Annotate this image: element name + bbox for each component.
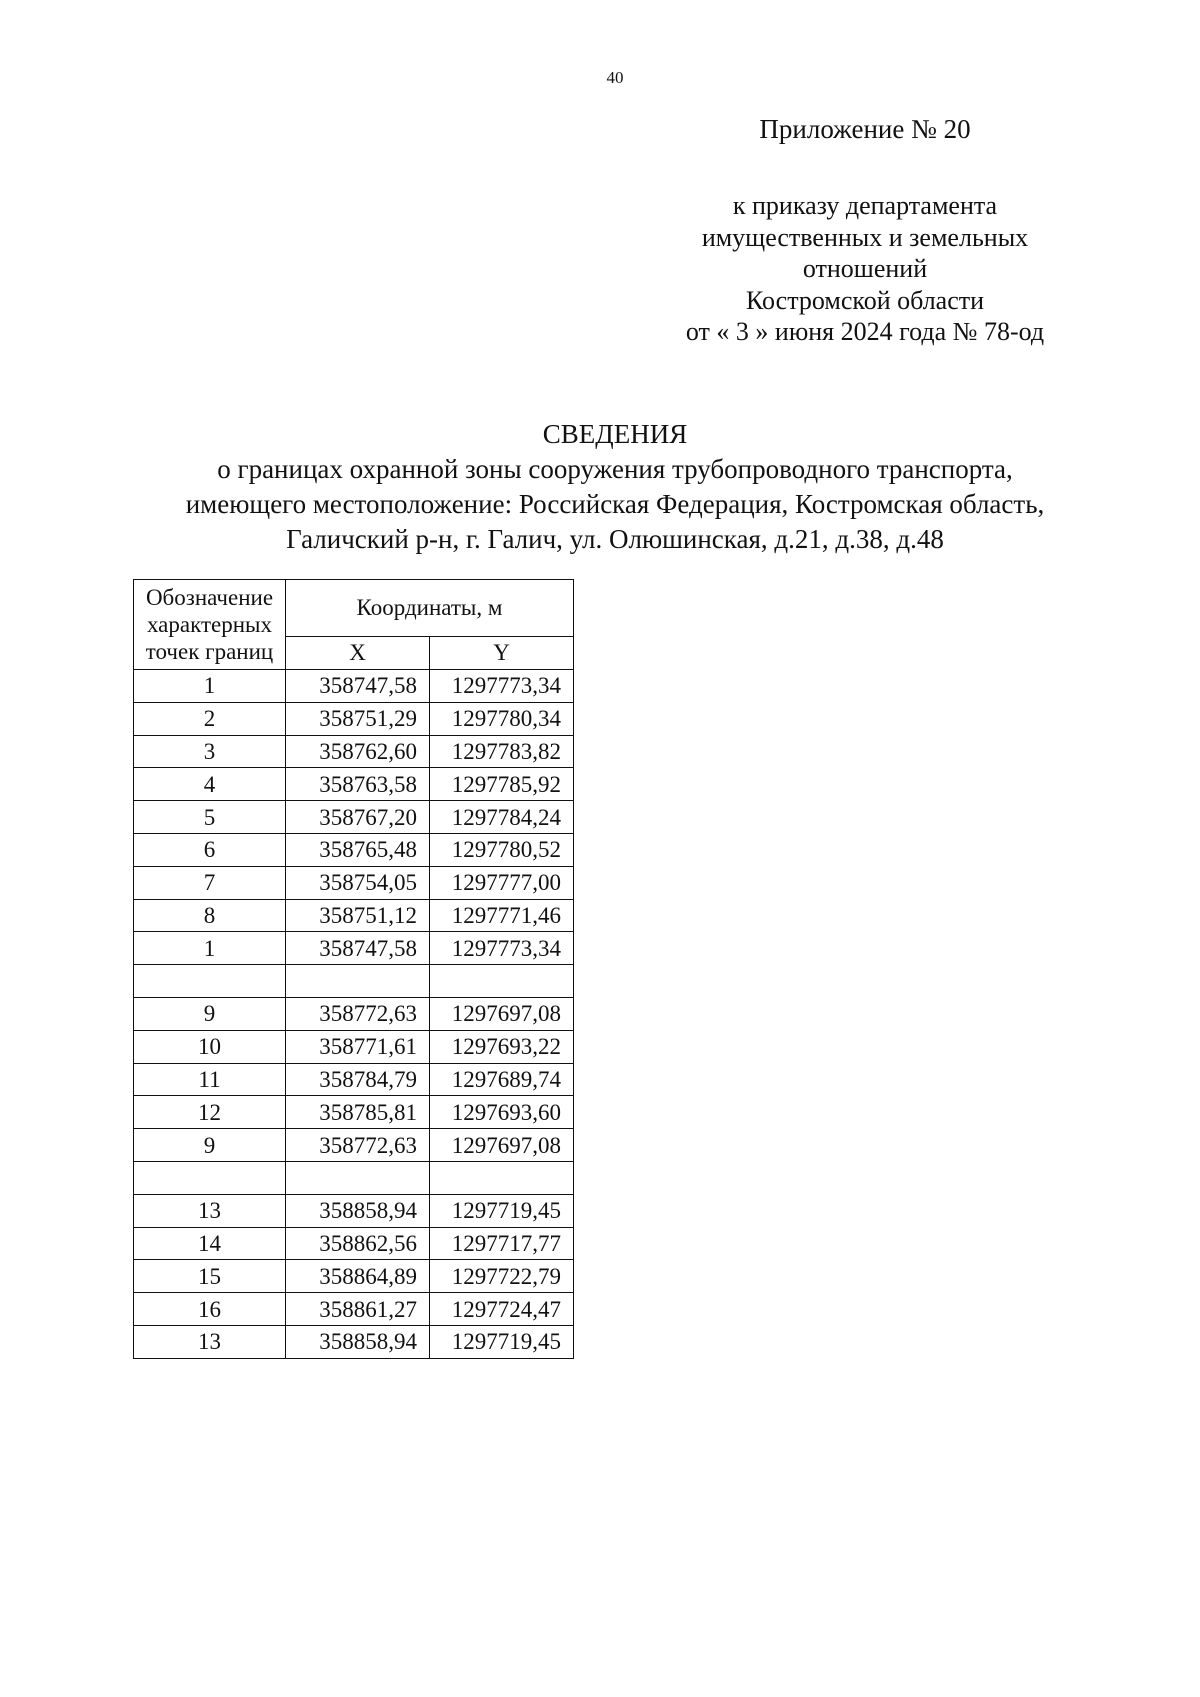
table-row (134, 735, 574, 768)
point-cell: 3 (134, 735, 286, 768)
order-line: к приказу департамента (732, 191, 998, 220)
x-coordinate-cell: 358784,79 (286, 1063, 430, 1096)
x-coordinate-cell: 358858,94 (286, 1194, 430, 1227)
coordinates-column-header: Координаты, м (286, 580, 574, 637)
point-cell: 8 (134, 899, 286, 932)
x-coordinate-cell: 358762,60 (286, 735, 430, 768)
x-coordinate-cell: 358864,89 (286, 1260, 430, 1293)
point-cell: 12 (134, 1096, 286, 1129)
point-header-line: точек границ (145, 639, 274, 664)
document-subtitle-line: имеющего местоположение: Российская Федерация, Костромская область, (185, 489, 1045, 519)
table-row (134, 833, 574, 866)
x-coordinate-cell: 358751,29 (286, 702, 430, 735)
x-coordinate-cell (286, 1161, 430, 1194)
document-heading (0, 417, 1200, 557)
x-coordinate-cell: 358772,63 (286, 1129, 430, 1162)
y-coordinate-cell: 1297719,45 (430, 1325, 574, 1358)
x-coordinate-cell (286, 965, 430, 998)
x-coordinate-cell: 358767,20 (286, 801, 430, 834)
y-coordinate-cell (430, 965, 574, 998)
x-column-header: X (286, 636, 430, 669)
point-cell: 16 (134, 1293, 286, 1326)
table-row (134, 670, 574, 703)
x-coordinate-cell: 358862,56 (286, 1227, 430, 1260)
table-row (134, 997, 574, 1030)
y-coordinate-cell: 1297780,34 (430, 702, 574, 735)
x-coordinate-cell: 358785,81 (286, 1096, 430, 1129)
point-cell: 4 (134, 768, 286, 801)
point-cell: 5 (134, 801, 286, 834)
y-coordinate-cell: 1297697,08 (430, 997, 574, 1030)
table-row (134, 866, 574, 899)
y-coordinate-cell: 1297697,08 (430, 1129, 574, 1162)
y-column-header: Y (430, 636, 574, 669)
order-reference (645, 190, 1085, 348)
x-coordinate-cell: 358751,12 (286, 899, 430, 932)
point-cell: 14 (134, 1227, 286, 1260)
point-header-line: характерных (146, 612, 272, 637)
document-subtitle-line: о границах охранной зоны сооружения трубопроводного транспорта, (217, 454, 1013, 484)
table-row (134, 1260, 574, 1293)
point-cell (134, 965, 286, 998)
y-coordinate-cell: 1297785,92 (430, 768, 574, 801)
point-cell: 9 (134, 997, 286, 1030)
y-coordinate-cell: 1297689,74 (430, 1063, 574, 1096)
table-row (134, 965, 574, 998)
point-cell: 13 (134, 1325, 286, 1358)
table-row (134, 1161, 574, 1194)
x-coordinate-cell: 358754,05 (286, 866, 430, 899)
document-subtitle-line: Галичский р-н, г. Галич, ул. Олюшинская, д.21, д.38, д.48 (286, 524, 944, 554)
y-coordinate-cell: 1297771,46 (430, 899, 574, 932)
point-cell (134, 1161, 286, 1194)
table-row (134, 1129, 574, 1162)
appendix-title: Приложение № 20 (759, 114, 971, 144)
point-cell: 2 (134, 702, 286, 735)
point-cell: 7 (134, 866, 286, 899)
order-line: имущественных и земельных (701, 222, 1029, 252)
table-row (134, 1030, 574, 1063)
coordinates-table (133, 579, 574, 1359)
point-header-line: Обозначение (145, 585, 274, 610)
y-coordinate-cell: 1297773,34 (430, 670, 574, 703)
x-coordinate-cell: 358747,58 (286, 932, 430, 965)
point-cell: 10 (134, 1030, 286, 1063)
table-row (134, 1194, 574, 1227)
table-row (134, 932, 574, 965)
y-coordinate-cell: 1297780,52 (430, 833, 574, 866)
x-coordinate-cell: 358858,94 (286, 1325, 430, 1358)
document-title: СВЕДЕНИЯ (542, 419, 688, 449)
x-coordinate-cell: 358747,58 (286, 670, 430, 703)
table-row (134, 768, 574, 801)
x-coordinate-cell: 358763,58 (286, 768, 430, 801)
table-row (134, 1063, 574, 1096)
point-cell: 11 (134, 1063, 286, 1096)
table-row (134, 1227, 574, 1260)
order-line: от « 3 » июня 2024 года № 78-од (685, 317, 1045, 346)
y-coordinate-cell: 1297717,77 (430, 1227, 574, 1260)
y-coordinate-cell: 1297693,60 (430, 1096, 574, 1129)
order-line: Костромской области (745, 285, 985, 315)
point-cell: 13 (134, 1194, 286, 1227)
y-coordinate-cell: 1297693,22 (430, 1030, 574, 1063)
table-row (134, 899, 574, 932)
coordinates-table-body (134, 670, 574, 1359)
point-cell: 1 (134, 670, 286, 703)
point-cell: 15 (134, 1260, 286, 1293)
y-coordinate-cell: 1297783,82 (430, 735, 574, 768)
page-number: 40 (606, 68, 624, 87)
table-row (134, 1096, 574, 1129)
point-cell: 6 (134, 833, 286, 866)
y-coordinate-cell: 1297777,00 (430, 866, 574, 899)
y-coordinate-cell: 1297722,79 (430, 1260, 574, 1293)
point-column-header (134, 580, 286, 670)
y-coordinate-cell: 1297773,34 (430, 932, 574, 965)
order-line: отношений (802, 254, 928, 283)
x-coordinate-cell: 358861,27 (286, 1293, 430, 1326)
y-coordinate-cell (430, 1161, 574, 1194)
point-cell: 1 (134, 932, 286, 965)
table-row (134, 702, 574, 735)
x-coordinate-cell: 358772,63 (286, 997, 430, 1030)
point-cell: 9 (134, 1129, 286, 1162)
table-row (134, 1293, 574, 1326)
table-row (134, 801, 574, 834)
x-coordinate-cell: 358771,61 (286, 1030, 430, 1063)
x-coordinate-cell: 358765,48 (286, 833, 430, 866)
y-coordinate-cell: 1297719,45 (430, 1194, 574, 1227)
y-coordinate-cell: 1297724,47 (430, 1293, 574, 1326)
table-row (134, 1325, 574, 1358)
y-coordinate-cell: 1297784,24 (430, 801, 574, 834)
